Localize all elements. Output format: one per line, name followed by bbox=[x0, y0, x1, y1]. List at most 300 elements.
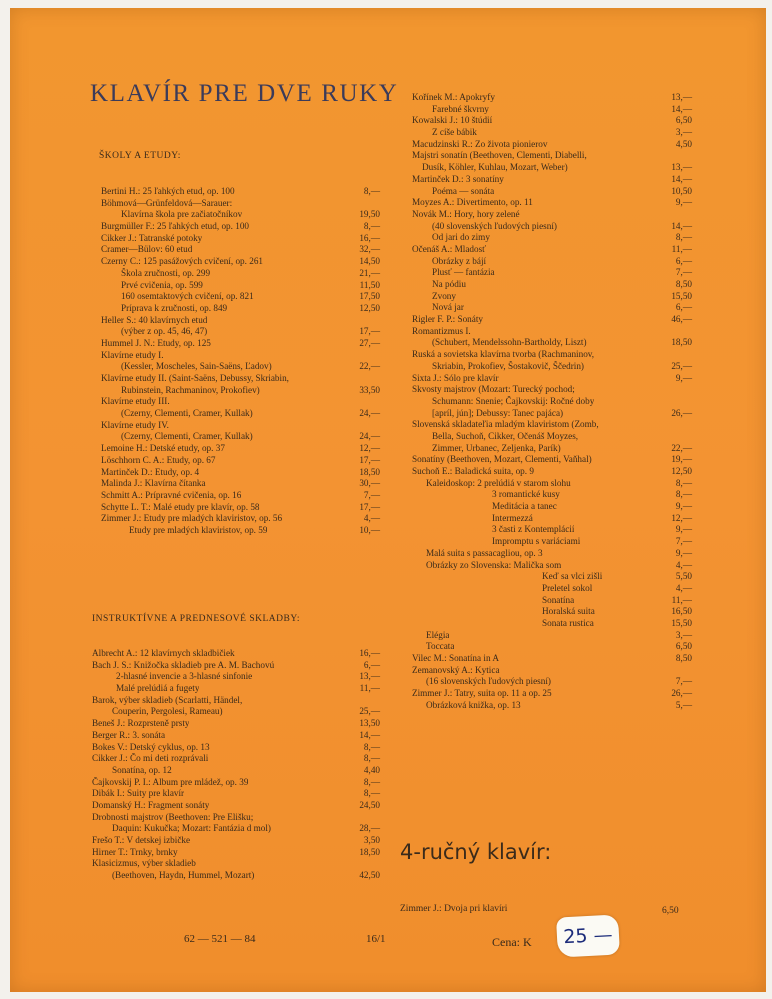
list-item bbox=[412, 618, 692, 630]
item-title: (16 slovenských ľudových piesní) bbox=[426, 676, 551, 687]
item-title: Vilec M.: Sonatína in A bbox=[412, 653, 499, 663]
item-price: 8,— bbox=[675, 232, 692, 243]
item-price: 10,50 bbox=[671, 185, 692, 196]
list-item bbox=[92, 683, 380, 695]
item-price: 17,50 bbox=[359, 291, 380, 302]
item-title: Od jari do zimy bbox=[432, 232, 490, 243]
item-price: 46,— bbox=[671, 314, 692, 325]
list-item bbox=[412, 115, 692, 127]
item-title: Domanský H.: Fragment sonáty bbox=[92, 799, 210, 810]
item-title: Obrázky zo Slovenska: Malička som bbox=[426, 559, 562, 570]
item-title: Drobnosti majstrov (Beethoven: Pre Elišku; bbox=[92, 811, 254, 822]
item-title: Zimmer, Urbanec, Zeljenka, Parík) bbox=[432, 442, 561, 453]
list-item bbox=[412, 700, 692, 712]
item-price: 4,40 bbox=[363, 764, 380, 775]
item-title: Intermezzá bbox=[492, 512, 533, 523]
item-price: 4,50 bbox=[675, 138, 692, 149]
item-price: 24,50 bbox=[359, 799, 380, 810]
item-price: 6,— bbox=[363, 659, 380, 670]
item-price: 12,— bbox=[671, 512, 692, 523]
list-item bbox=[101, 291, 380, 303]
item-title: Barok, výber skladieb (Scarlatti, Händel, bbox=[92, 694, 243, 705]
item-title: (Czerny, Clementi, Cramer, Kullak) bbox=[121, 408, 253, 419]
item-title: Klavírne etudy III. bbox=[101, 396, 170, 407]
list-item bbox=[412, 221, 692, 233]
list-item bbox=[92, 742, 380, 754]
item-title: Moyzes A.: Divertimento, op. 11 bbox=[412, 197, 533, 208]
list-item bbox=[412, 174, 692, 186]
list-item bbox=[92, 835, 380, 847]
section-heading-schools: ŠKOLY A ETUDY: bbox=[99, 151, 181, 161]
four-hand-item: Zimmer J.: Dvoja pri klavíri bbox=[400, 904, 508, 914]
list-item bbox=[412, 595, 692, 607]
list-item bbox=[101, 502, 380, 514]
item-price: 7,— bbox=[675, 676, 692, 687]
item-title: Horalská suita bbox=[542, 606, 595, 617]
item-price: 3,— bbox=[675, 629, 692, 640]
list-item bbox=[92, 812, 380, 824]
list-item bbox=[92, 695, 380, 707]
item-title: Zemanovský A.: Kytica bbox=[412, 664, 500, 675]
item-price: 14,— bbox=[671, 173, 692, 184]
list-item bbox=[412, 361, 692, 373]
catalog-code: 62 — 521 — 84 bbox=[184, 933, 256, 945]
item-title: Ruská a sovietska klavírna tvorba (Rachmaninov, bbox=[412, 349, 595, 360]
list-item bbox=[412, 676, 692, 688]
item-price: 11,— bbox=[359, 683, 380, 694]
item-title: Sixta J.: Sólo pre klavír bbox=[412, 372, 499, 383]
price-sticker: 25 — bbox=[556, 914, 620, 957]
list-item bbox=[101, 443, 380, 455]
item-title: Klavírne etudy II. (Saint-Saëns, Debussy, Skriabin, bbox=[101, 373, 289, 383]
list-item bbox=[92, 870, 380, 882]
item-title: Klavírna škola pre začiatočníkov bbox=[121, 209, 243, 220]
list-item bbox=[101, 490, 380, 502]
item-title: Sonatína bbox=[542, 594, 575, 605]
list-item bbox=[412, 524, 692, 536]
item-price: 5,— bbox=[675, 699, 692, 710]
item-title: Toccata bbox=[426, 641, 455, 652]
list-item bbox=[412, 384, 692, 396]
item-price: 18,50 bbox=[359, 466, 380, 477]
item-title: Couperin, Pergolesi, Rameau) bbox=[112, 706, 223, 717]
list-item bbox=[92, 730, 380, 742]
item-price: 10,— bbox=[359, 524, 380, 535]
list-item bbox=[101, 467, 380, 479]
list-item bbox=[101, 455, 380, 467]
item-title: Rubinstein, Rachmaninov, Prokofiev) bbox=[121, 384, 260, 395]
item-price: 3,— bbox=[675, 127, 692, 138]
list-item bbox=[92, 718, 380, 730]
list-item bbox=[101, 373, 380, 385]
item-price: 8,— bbox=[363, 776, 380, 787]
item-title: Schmitt A.: Prípravné cvičenia, op. 16 bbox=[101, 489, 242, 500]
item-title: Nová jar bbox=[432, 302, 464, 313]
item-price: 30,— bbox=[359, 478, 380, 489]
item-price: 3,50 bbox=[363, 835, 380, 845]
item-title: 2-hlasné invencie a 3-hlasné sinfonie bbox=[116, 671, 253, 682]
item-price: 24,— bbox=[359, 431, 380, 442]
item-title: 3 časti z Kontemplácií bbox=[492, 524, 575, 535]
list-item bbox=[101, 315, 380, 327]
list-item bbox=[412, 337, 692, 349]
list-item bbox=[101, 209, 380, 221]
list-item bbox=[92, 753, 380, 765]
item-title: [apríl, jún]; Debussy: Tanec pajáca) bbox=[432, 407, 564, 418]
item-title: Skriabin, Prokofiev, Šostakovič, Ščedrin) bbox=[432, 360, 584, 371]
item-price: 8,— bbox=[675, 489, 692, 500]
list-item bbox=[412, 571, 692, 583]
item-price: 8,— bbox=[363, 753, 380, 764]
item-price: 9,— bbox=[675, 197, 692, 208]
item-price: 16,50 bbox=[671, 606, 692, 617]
item-title: Príprava k zručnosti, op. 849 bbox=[121, 302, 228, 313]
item-title: Klasicizmus, výber skladieb bbox=[92, 858, 196, 869]
item-title: Poéma — sonáta bbox=[432, 185, 495, 196]
item-price: 19,— bbox=[671, 454, 692, 465]
list-item bbox=[412, 513, 692, 525]
list-item bbox=[412, 373, 692, 385]
list-item bbox=[92, 648, 380, 660]
list-item bbox=[101, 478, 380, 490]
item-title: Kowalski J.: 10 štúdií bbox=[412, 115, 493, 126]
item-price: 8,50 bbox=[675, 653, 692, 663]
item-price: 12,— bbox=[359, 443, 380, 454]
item-title: Martinček D.: 3 sonatíny bbox=[412, 173, 504, 184]
list-item bbox=[412, 267, 692, 279]
list-item bbox=[101, 385, 380, 397]
list-item bbox=[412, 302, 692, 314]
item-title: Macudzinski R.: Zo života pionierov bbox=[412, 138, 548, 149]
list-item bbox=[412, 419, 692, 431]
item-title: (Kessler, Moscheles, Sain-Saëns, Ľadov) bbox=[121, 361, 272, 372]
item-price: 8,— bbox=[675, 477, 692, 488]
item-title: Löschhorn C. A.: Etudy, op. 67 bbox=[101, 454, 216, 465]
list-item bbox=[412, 396, 692, 408]
list-item bbox=[412, 349, 692, 361]
list-item bbox=[92, 858, 380, 870]
price-list-right-column bbox=[412, 92, 692, 711]
item-title: Bella, Suchoň, Cikker, Očenáš Moyzes, bbox=[432, 430, 579, 441]
item-title: Beneš J.: Rozprsteně prsty bbox=[92, 718, 190, 729]
item-price: 26,— bbox=[671, 688, 692, 699]
item-title: Malá suita s passacagliou, op. 3 bbox=[426, 547, 543, 558]
list-item bbox=[412, 548, 692, 560]
item-price: 11,— bbox=[671, 243, 692, 254]
item-price: 14,— bbox=[671, 103, 692, 114]
page-title: KLAVÍR PRE DVE RUKY bbox=[90, 80, 399, 107]
item-title: Schumann: Snenie; Čajkovskij: Ročné doby bbox=[432, 395, 595, 406]
list-item bbox=[412, 162, 692, 174]
four-hand-heading: 4-ručný klavír: bbox=[400, 840, 552, 864]
item-price: 25,— bbox=[671, 360, 692, 371]
item-title: Cikker J.: Tatranské potoky bbox=[101, 232, 203, 243]
item-title: Sonatíny (Beethoven, Mozart, Clementi, Vaňhal) bbox=[412, 454, 592, 465]
list-item bbox=[92, 800, 380, 812]
item-price: 7,— bbox=[363, 489, 380, 500]
item-price: 8,— bbox=[363, 221, 380, 232]
list-item bbox=[412, 641, 692, 653]
list-item bbox=[412, 653, 692, 665]
list-item bbox=[412, 630, 692, 642]
item-title: Malé prelúdiá a fugety bbox=[116, 683, 200, 694]
item-title: Cikker J.: Čo mi deti rozprávali bbox=[92, 753, 209, 764]
item-price: 12,50 bbox=[359, 302, 380, 313]
list-item bbox=[412, 279, 692, 291]
list-item bbox=[412, 150, 692, 162]
item-title: 3 romantické kusy bbox=[492, 489, 560, 500]
item-price: 6,50 bbox=[675, 115, 692, 126]
list-item bbox=[101, 396, 380, 408]
item-title: Berger R.: 3. sonáta bbox=[92, 729, 166, 740]
price-label: Cena: K bbox=[492, 935, 532, 949]
list-item bbox=[92, 765, 380, 777]
list-item bbox=[412, 92, 692, 104]
item-title: Lemoine H.: Detské etudy, op. 37 bbox=[101, 443, 225, 454]
item-title: Cramer—Bülov: 60 etud bbox=[101, 244, 193, 255]
item-price: 7,— bbox=[675, 267, 692, 278]
list-item bbox=[101, 280, 380, 292]
list-item bbox=[412, 139, 692, 151]
item-title: Z cíše bábik bbox=[432, 127, 477, 138]
item-price: 6,50 bbox=[675, 641, 692, 652]
item-price: 15,50 bbox=[671, 290, 692, 301]
item-title: Burgmüller F.: 25 ľahkých etud, op. 100 bbox=[101, 221, 250, 232]
list-item bbox=[412, 489, 692, 501]
item-title: (výber z op. 45, 46, 47) bbox=[121, 326, 208, 337]
list-item bbox=[412, 665, 692, 677]
item-title: Farebné škvrny bbox=[432, 103, 489, 114]
item-title: Obrázky z bájí bbox=[432, 255, 487, 266]
item-price: 4,— bbox=[675, 559, 692, 570]
item-price: 16,— bbox=[359, 648, 380, 658]
list-item bbox=[412, 583, 692, 595]
item-price: 9,— bbox=[675, 524, 692, 535]
list-item bbox=[92, 823, 380, 835]
item-price: 8,— bbox=[363, 788, 380, 799]
item-title: Klavírne etudy IV. bbox=[101, 419, 169, 430]
item-title: Bokes V.: Detský cyklus, op. 13 bbox=[92, 741, 210, 752]
item-price: 7,— bbox=[675, 536, 692, 547]
list-item bbox=[412, 688, 692, 700]
item-title: Sonatína, op. 12 bbox=[112, 764, 172, 775]
list-item bbox=[412, 326, 692, 338]
list-item bbox=[101, 198, 380, 210]
item-title: Rigler F. P.: Sonáty bbox=[412, 314, 483, 325]
item-title: Hirner T.: Trnky, brnky bbox=[92, 846, 178, 857]
list-item bbox=[412, 244, 692, 256]
list-item bbox=[101, 233, 380, 245]
list-item bbox=[412, 104, 692, 116]
list-item bbox=[412, 443, 692, 455]
price-list-instructive bbox=[92, 648, 380, 882]
item-title: Sonata rustica bbox=[542, 617, 594, 628]
list-item bbox=[412, 501, 692, 513]
item-price: 18,50 bbox=[671, 337, 692, 348]
price-list-schools bbox=[101, 186, 380, 537]
item-title: Bach J. S.: Knižočka skladieb pre A. M. Bachovú bbox=[92, 659, 275, 670]
item-title: Albrecht A.: 12 klavírnych skladbičiek bbox=[92, 648, 235, 658]
item-price: 22,— bbox=[359, 361, 380, 372]
item-title: Kořínek M.: Apokryfy bbox=[412, 92, 495, 102]
item-price: 12,50 bbox=[671, 466, 692, 476]
item-price: 24,— bbox=[359, 408, 380, 419]
list-item bbox=[101, 186, 380, 198]
item-title: Impromptu s variáciami bbox=[492, 536, 581, 547]
list-item bbox=[101, 350, 380, 362]
list-item bbox=[412, 536, 692, 548]
item-price: 27,— bbox=[359, 337, 380, 348]
item-price: 17,— bbox=[359, 454, 380, 465]
item-price: 4,— bbox=[363, 513, 380, 524]
item-price: 11,— bbox=[671, 594, 692, 605]
list-item bbox=[412, 291, 692, 303]
item-price: 13,50 bbox=[359, 718, 380, 729]
list-item bbox=[92, 706, 380, 718]
item-price: 11,50 bbox=[359, 279, 380, 290]
item-price: 14,— bbox=[359, 729, 380, 740]
item-title: Prvé cvičenia, op. 599 bbox=[121, 279, 203, 290]
item-price: 19,50 bbox=[359, 209, 380, 220]
item-title: Klavírne etudy I. bbox=[101, 349, 164, 360]
list-item bbox=[101, 326, 380, 338]
item-title: Martinček D.: Etudy, op. 4 bbox=[101, 466, 200, 477]
item-title: Plusť — fantázia bbox=[432, 267, 495, 278]
list-item bbox=[412, 431, 692, 443]
item-price: 13,— bbox=[671, 92, 692, 102]
list-item bbox=[412, 197, 692, 209]
item-title: Elégia bbox=[426, 629, 450, 640]
item-title: (40 slovenských ľudových piesní) bbox=[432, 220, 557, 231]
list-item bbox=[101, 303, 380, 315]
list-item bbox=[101, 244, 380, 256]
item-title: Suchoň E.: Baladická suita, op. 9 bbox=[412, 466, 534, 476]
item-title: Heller S.: 40 klavírnych etud bbox=[101, 314, 208, 325]
item-title: Malinda J.: Klavírna čítanka bbox=[101, 478, 206, 489]
list-item bbox=[412, 314, 692, 326]
item-title: Kaleidoskop: 2 prelúdiá v starom slohu bbox=[426, 477, 571, 488]
item-title: Zimmer J.: Tatry, suita op. 11 a op. 25 bbox=[412, 688, 552, 699]
item-price: 18,50 bbox=[359, 846, 380, 857]
item-title: Obrázková knižka, op. 13 bbox=[426, 699, 521, 710]
item-price: 9,— bbox=[675, 372, 692, 383]
item-title: Bertini H.: 25 ľahkých etud, op. 100 bbox=[101, 186, 235, 196]
list-item bbox=[101, 256, 380, 268]
item-price: 14,— bbox=[671, 220, 692, 231]
item-title: Schytte L. T.: Malé etudy pre klavír, op. 58 bbox=[101, 501, 260, 512]
list-item bbox=[92, 847, 380, 859]
catalog-number: 16/1 bbox=[366, 933, 386, 945]
list-item bbox=[101, 408, 380, 420]
list-item bbox=[92, 777, 380, 789]
list-item bbox=[412, 560, 692, 572]
item-price: 28,— bbox=[359, 823, 380, 834]
list-item bbox=[92, 660, 380, 672]
list-item bbox=[412, 454, 692, 466]
item-title: Majstri sonatín (Beethoven, Clementi, Diabelli, bbox=[412, 150, 587, 161]
item-price: 15,50 bbox=[671, 617, 692, 628]
item-price: 13,— bbox=[671, 162, 692, 173]
list-item bbox=[412, 478, 692, 490]
item-title: Böhmová—Grünfeldová—Sarauer: bbox=[101, 197, 233, 208]
item-price: 25,— bbox=[359, 706, 380, 717]
item-title: Daquin: Kukučka; Mozart: Fantázia d mol) bbox=[112, 823, 271, 834]
list-item bbox=[412, 186, 692, 198]
item-title: 160 osemtaktových cvičení, op. 821 bbox=[121, 291, 254, 302]
item-title: Frešo T.: V detskej izbičke bbox=[92, 835, 191, 845]
list-item bbox=[101, 525, 380, 537]
item-price: 9,— bbox=[675, 501, 692, 512]
item-title: Hummel J. N.: Etudy, op. 125 bbox=[101, 337, 211, 348]
item-price: 21,— bbox=[359, 267, 380, 278]
section-heading-instructive: INSTRUKTÍVNE A PREDNESOVÉ SKLADBY: bbox=[92, 614, 300, 624]
item-title: Keď sa vlci zišli bbox=[542, 571, 603, 582]
list-item bbox=[412, 466, 692, 478]
item-price: 5,50 bbox=[675, 571, 692, 582]
list-item bbox=[412, 209, 692, 221]
list-item bbox=[101, 338, 380, 350]
item-price: 14,50 bbox=[359, 256, 380, 267]
list-item bbox=[412, 408, 692, 420]
item-title: Romantizmus I. bbox=[412, 325, 471, 336]
item-title: Skvosty majstrov (Mozart: Turecký pochod; bbox=[412, 384, 575, 395]
list-item bbox=[412, 606, 692, 618]
item-title: Škola zručnosti, op. 299 bbox=[121, 267, 211, 278]
list-item bbox=[412, 232, 692, 244]
item-price: 17,— bbox=[359, 501, 380, 512]
item-title: Očenáš A.: Mladosť bbox=[412, 243, 487, 254]
item-price: 33,50 bbox=[359, 384, 380, 395]
item-title: Čajkovskij P. I.: Album pre mládež, op. 39 bbox=[92, 776, 249, 787]
list-item bbox=[101, 268, 380, 280]
item-price: 9,— bbox=[675, 547, 692, 558]
item-title: Novák M.: Hory, hory zelené bbox=[412, 208, 520, 219]
list-item bbox=[101, 361, 380, 373]
item-price: 13,— bbox=[359, 671, 380, 682]
list-item bbox=[412, 127, 692, 139]
list-item bbox=[101, 420, 380, 432]
list-item bbox=[92, 671, 380, 683]
list-item bbox=[92, 788, 380, 800]
item-price: 6,— bbox=[675, 255, 692, 266]
item-title: Zimmer J.: Etudy pre mladých klaviristov, op. 56 bbox=[101, 513, 283, 524]
item-price: 16,— bbox=[359, 232, 380, 243]
item-title: Na pódiu bbox=[432, 279, 466, 289]
item-price: 8,50 bbox=[675, 279, 692, 289]
item-price: 17,— bbox=[359, 326, 380, 337]
item-price: 8,— bbox=[363, 741, 380, 752]
item-price: 8,— bbox=[363, 186, 380, 196]
item-price: 6,— bbox=[675, 302, 692, 313]
four-hand-price: 6,50 bbox=[662, 906, 679, 916]
item-price: 42,50 bbox=[359, 870, 380, 881]
item-title: Meditácia a tanec bbox=[492, 501, 557, 512]
list-item bbox=[412, 256, 692, 268]
list-item bbox=[101, 221, 380, 233]
list-item bbox=[101, 513, 380, 525]
item-title: Czerny C.: 125 pasážových cvičení, op. 261 bbox=[101, 256, 264, 267]
item-title: (Czerny, Clementi, Cramer, Kullak) bbox=[121, 431, 253, 442]
item-title: (Schubert, Mendelssohn-Bartholdy, Liszt) bbox=[432, 337, 587, 348]
list-item bbox=[101, 431, 380, 443]
item-price: 32,— bbox=[359, 244, 380, 255]
item-title: Slovenská skladateľia mladým klaviristom (Zomb, bbox=[412, 419, 599, 430]
item-title: (Beethoven, Haydn, Hummel, Mozart) bbox=[112, 870, 255, 881]
item-price: 22,— bbox=[671, 442, 692, 453]
item-price: 26,— bbox=[671, 407, 692, 418]
item-title: Dusík, Köhler, Kuhlau, Mozart, Weber) bbox=[422, 162, 568, 173]
item-title: Preletel sokol bbox=[542, 582, 593, 593]
